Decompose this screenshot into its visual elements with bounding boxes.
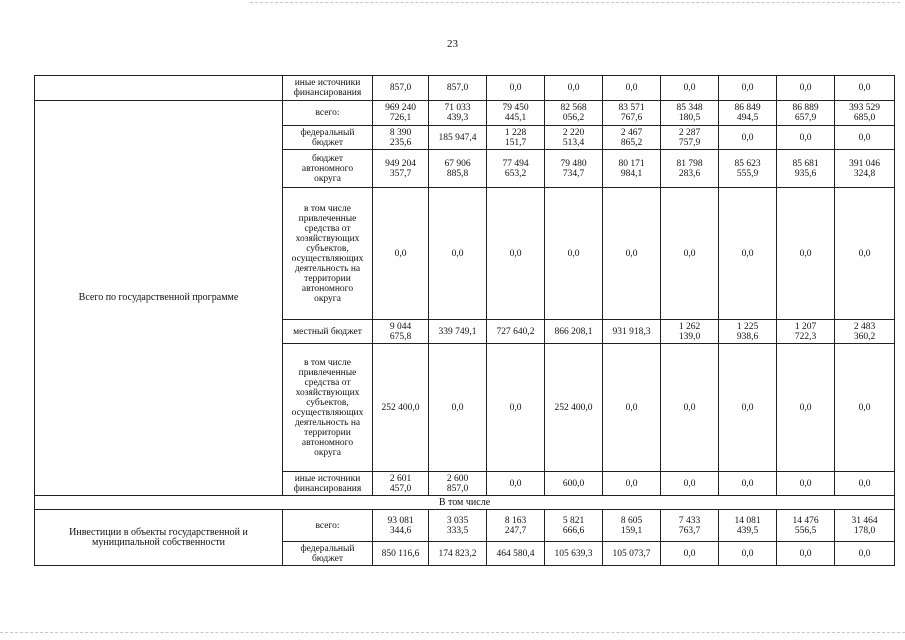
finance-table bbox=[34, 75, 895, 566]
value-cell: 9 044 675,8 bbox=[373, 320, 429, 344]
value-cell: 7 433 763,7 bbox=[661, 510, 719, 542]
value-cell: 464 580,4 bbox=[487, 542, 545, 566]
value-cell: 0,0 bbox=[719, 188, 777, 320]
value-cell: 0,0 bbox=[835, 344, 895, 472]
value-cell: 0,0 bbox=[603, 76, 661, 101]
row-label: федеральный бюджет bbox=[283, 126, 373, 150]
value-cell: 14 476 556,5 bbox=[777, 510, 835, 542]
value-cell: 2 601 457,0 bbox=[373, 472, 429, 496]
value-cell: 0,0 bbox=[661, 188, 719, 320]
value-cell: 0,0 bbox=[777, 472, 835, 496]
row-label: в том числе привлеченные средства от хозяйствующих субъектов, осуществляющих деятельность на территории автономного округа bbox=[283, 344, 373, 472]
value-cell: 82 568 056,2 bbox=[545, 101, 603, 126]
value-cell: 85 348 180,5 bbox=[661, 101, 719, 126]
value-cell: 79 480 734,7 bbox=[545, 150, 603, 188]
value-cell: 857,0 bbox=[373, 76, 429, 101]
row-label: в том числе привлеченные средства от хозяйствующих субъектов, осуществляющих деятельность на территории автономного округа bbox=[283, 188, 373, 320]
value-cell: 0,0 bbox=[661, 542, 719, 566]
value-cell: 252 400,0 bbox=[545, 344, 603, 472]
group-total-program: Всего по государственной программе bbox=[35, 101, 283, 496]
row-label: иные источники финансирования bbox=[283, 472, 373, 496]
row-label: иные источники финансирования bbox=[283, 76, 373, 101]
value-cell: 0,0 bbox=[719, 344, 777, 472]
group-investments: Инвестиции в объекты государственной и муниципальной собственности bbox=[35, 510, 283, 566]
value-cell: 3 035 333,5 bbox=[429, 510, 487, 542]
value-cell: 0,0 bbox=[487, 188, 545, 320]
row-label: всего: bbox=[283, 510, 373, 542]
value-cell: 0,0 bbox=[661, 344, 719, 472]
value-cell: 8 163 247,7 bbox=[487, 510, 545, 542]
value-cell: 1 228 151,7 bbox=[487, 126, 545, 150]
value-cell: 174 823,2 bbox=[429, 542, 487, 566]
value-cell: 67 906 885,8 bbox=[429, 150, 487, 188]
table-row bbox=[35, 101, 895, 126]
scan-edge-top bbox=[250, 2, 900, 4]
value-cell: 391 046 324,8 bbox=[835, 150, 895, 188]
value-cell: 0,0 bbox=[603, 188, 661, 320]
value-cell: 0,0 bbox=[373, 188, 429, 320]
row-label: бюджет автономного округа bbox=[283, 150, 373, 188]
row-label: федеральный бюджет bbox=[283, 542, 373, 566]
value-cell: 1 262 139,0 bbox=[661, 320, 719, 344]
row-label: всего: bbox=[283, 101, 373, 126]
value-cell: 0,0 bbox=[429, 188, 487, 320]
value-cell: 727 640,2 bbox=[487, 320, 545, 344]
value-cell: 0,0 bbox=[661, 76, 719, 101]
value-cell: 5 821 666,6 bbox=[545, 510, 603, 542]
value-cell: 77 494 653,2 bbox=[487, 150, 545, 188]
value-cell: 1 207 722,3 bbox=[777, 320, 835, 344]
value-cell: 85 681 935,6 bbox=[777, 150, 835, 188]
value-cell: 105 073,7 bbox=[603, 542, 661, 566]
value-cell: 2 600 857,0 bbox=[429, 472, 487, 496]
scan-edge-bottom bbox=[0, 632, 905, 634]
value-cell: 339 749,1 bbox=[429, 320, 487, 344]
table-row bbox=[35, 76, 895, 101]
value-cell: 0,0 bbox=[545, 76, 603, 101]
value-cell: 0,0 bbox=[603, 344, 661, 472]
value-cell: 0,0 bbox=[719, 472, 777, 496]
value-cell: 0,0 bbox=[835, 542, 895, 566]
value-cell: 0,0 bbox=[603, 472, 661, 496]
value-cell: 0,0 bbox=[835, 472, 895, 496]
value-cell: 0,0 bbox=[661, 472, 719, 496]
value-cell: 80 171 984,1 bbox=[603, 150, 661, 188]
value-cell: 71 033 439,3 bbox=[429, 101, 487, 126]
value-cell: 866 208,1 bbox=[545, 320, 603, 344]
value-cell: 83 571 767,6 bbox=[603, 101, 661, 126]
value-cell: 185 947,4 bbox=[429, 126, 487, 150]
value-cell: 600,0 bbox=[545, 472, 603, 496]
value-cell: 857,0 bbox=[429, 76, 487, 101]
value-cell: 2 220 513,4 bbox=[545, 126, 603, 150]
value-cell: 2 467 865,2 bbox=[603, 126, 661, 150]
value-cell: 0,0 bbox=[777, 126, 835, 150]
value-cell: 0,0 bbox=[835, 76, 895, 101]
value-cell: 0,0 bbox=[545, 188, 603, 320]
group-cell-continued bbox=[35, 76, 283, 101]
value-cell: 0,0 bbox=[777, 344, 835, 472]
value-cell: 0,0 bbox=[487, 76, 545, 101]
row-label: местный бюджет bbox=[283, 320, 373, 344]
value-cell: 969 240 726,1 bbox=[373, 101, 429, 126]
value-cell: 0,0 bbox=[835, 188, 895, 320]
value-cell: 14 081 439,5 bbox=[719, 510, 777, 542]
value-cell: 0,0 bbox=[719, 542, 777, 566]
value-cell: 0,0 bbox=[719, 126, 777, 150]
value-cell: 2 483 360,2 bbox=[835, 320, 895, 344]
value-cell: 1 225 938,6 bbox=[719, 320, 777, 344]
value-cell: 0,0 bbox=[777, 76, 835, 101]
value-cell: 0,0 bbox=[487, 472, 545, 496]
value-cell: 81 798 283,6 bbox=[661, 150, 719, 188]
value-cell: 2 287 757,9 bbox=[661, 126, 719, 150]
value-cell: 105 639,3 bbox=[545, 542, 603, 566]
value-cell: 0,0 bbox=[487, 344, 545, 472]
value-cell: 85 623 555,9 bbox=[719, 150, 777, 188]
value-cell: 252 400,0 bbox=[373, 344, 429, 472]
value-cell: 850 116,6 bbox=[373, 542, 429, 566]
value-cell: 93 081 344,6 bbox=[373, 510, 429, 542]
value-cell: 0,0 bbox=[777, 188, 835, 320]
value-cell: 393 529 685,0 bbox=[835, 101, 895, 126]
table-row bbox=[35, 510, 895, 542]
value-cell: 31 464 178,0 bbox=[835, 510, 895, 542]
section-label: В том числе bbox=[35, 496, 895, 510]
value-cell: 86 889 657,9 bbox=[777, 101, 835, 126]
value-cell: 0,0 bbox=[719, 76, 777, 101]
value-cell: 0,0 bbox=[777, 542, 835, 566]
table-row bbox=[35, 496, 895, 510]
value-cell: 8 605 159,1 bbox=[603, 510, 661, 542]
value-cell: 79 450 445,1 bbox=[487, 101, 545, 126]
value-cell: 8 390 235,6 bbox=[373, 126, 429, 150]
page-number: 23 bbox=[447, 38, 458, 50]
value-cell: 949 204 357,7 bbox=[373, 150, 429, 188]
value-cell: 0,0 bbox=[429, 344, 487, 472]
value-cell: 86 849 494,5 bbox=[719, 101, 777, 126]
value-cell: 931 918,3 bbox=[603, 320, 661, 344]
value-cell: 0,0 bbox=[835, 126, 895, 150]
